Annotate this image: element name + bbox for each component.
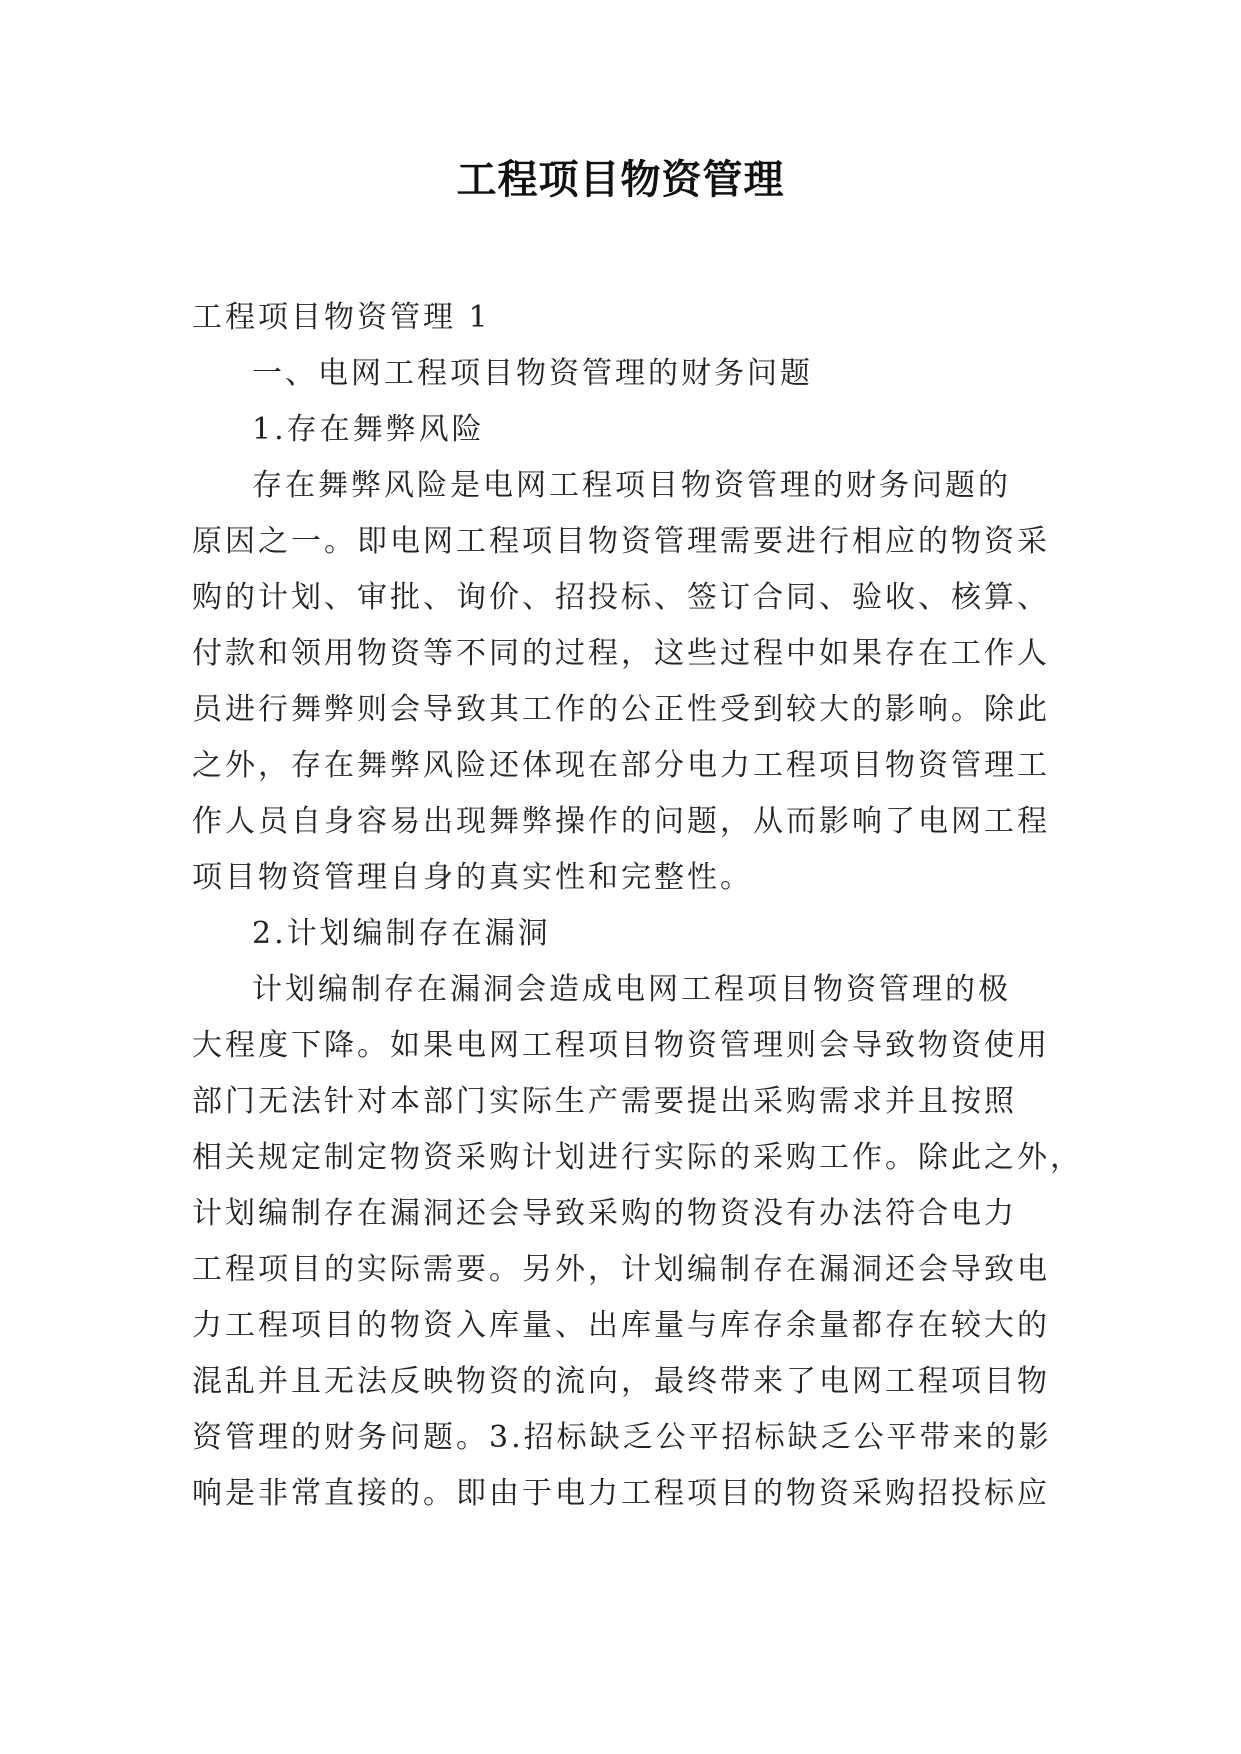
section-heading: 一、电网工程项目物资管理的财务问题 (252, 356, 813, 391)
subsection-heading: 1.存在舞弊风险 (252, 412, 485, 447)
paragraph-line: 之外，存在舞弊风险还体现在部分电力工程项目物资管理工 (192, 748, 1050, 783)
subtitle-line: 工程项目物资管理 1 (192, 300, 491, 335)
paragraph-line: 员进行舞弊则会导致其工作的公正性受到较大的影响。除此 (192, 692, 1050, 727)
paragraph-line: 购的计划、审批、询价、招投标、签订合同、验收、核算、 (192, 580, 1050, 615)
paragraph-line: 原因之一。即电网工程项目物资管理需要进行相应的物资采 (192, 524, 1050, 559)
paragraph-line: 项目物资管理自身的真实性和完整性。 (192, 860, 753, 895)
paragraph-line: 存在舞弊风险是电网工程项目物资管理的财务问题的 (252, 468, 1011, 503)
paragraph-line: 响是非常直接的。即由于电力工程项目的物资采购招投标应 (192, 1476, 1050, 1511)
paragraph-line: 计划编制存在漏洞会造成电网工程项目物资管理的极 (252, 972, 1011, 1007)
document-title: 工程项目物资管理 (456, 157, 785, 203)
paragraph-line: 大程度下降。如果电网工程项目物资管理则会导致物资使用 (192, 1028, 1050, 1063)
paragraph-line: 作人员自身容易出现舞弊操作的问题，从而影响了电网工程 (192, 804, 1050, 839)
paragraph-line: 相关规定制定物资采购计划进行实际的采购工作。除此之外， (192, 1140, 1083, 1175)
paragraph-line: 混乱并且无法反映物资的流向，最终带来了电网工程项目物 (192, 1364, 1050, 1399)
paragraph-line: 计划编制存在漏洞还会导致采购的物资没有办法符合电力 (192, 1196, 1017, 1231)
paragraph-line: 力工程项目的物资入库量、出库量与库存余量都存在较大的 (192, 1308, 1050, 1343)
paragraph-line: 资管理的财务问题。3.招标缺乏公平招标缺乏公平带来的影 (192, 1420, 1052, 1455)
paragraph-line: 部门无法针对本部门实际生产需要提出采购需求并且按照 (192, 1084, 1017, 1119)
subsection-heading: 2.计划编制存在漏洞 (252, 916, 551, 951)
paragraph-line: 工程项目的实际需要。另外，计划编制存在漏洞还会导致电 (192, 1252, 1050, 1287)
document-body (192, 290, 1083, 1522)
paragraph-line: 付款和领用物资等不同的过程，这些过程中如果存在工作人 (192, 636, 1050, 671)
